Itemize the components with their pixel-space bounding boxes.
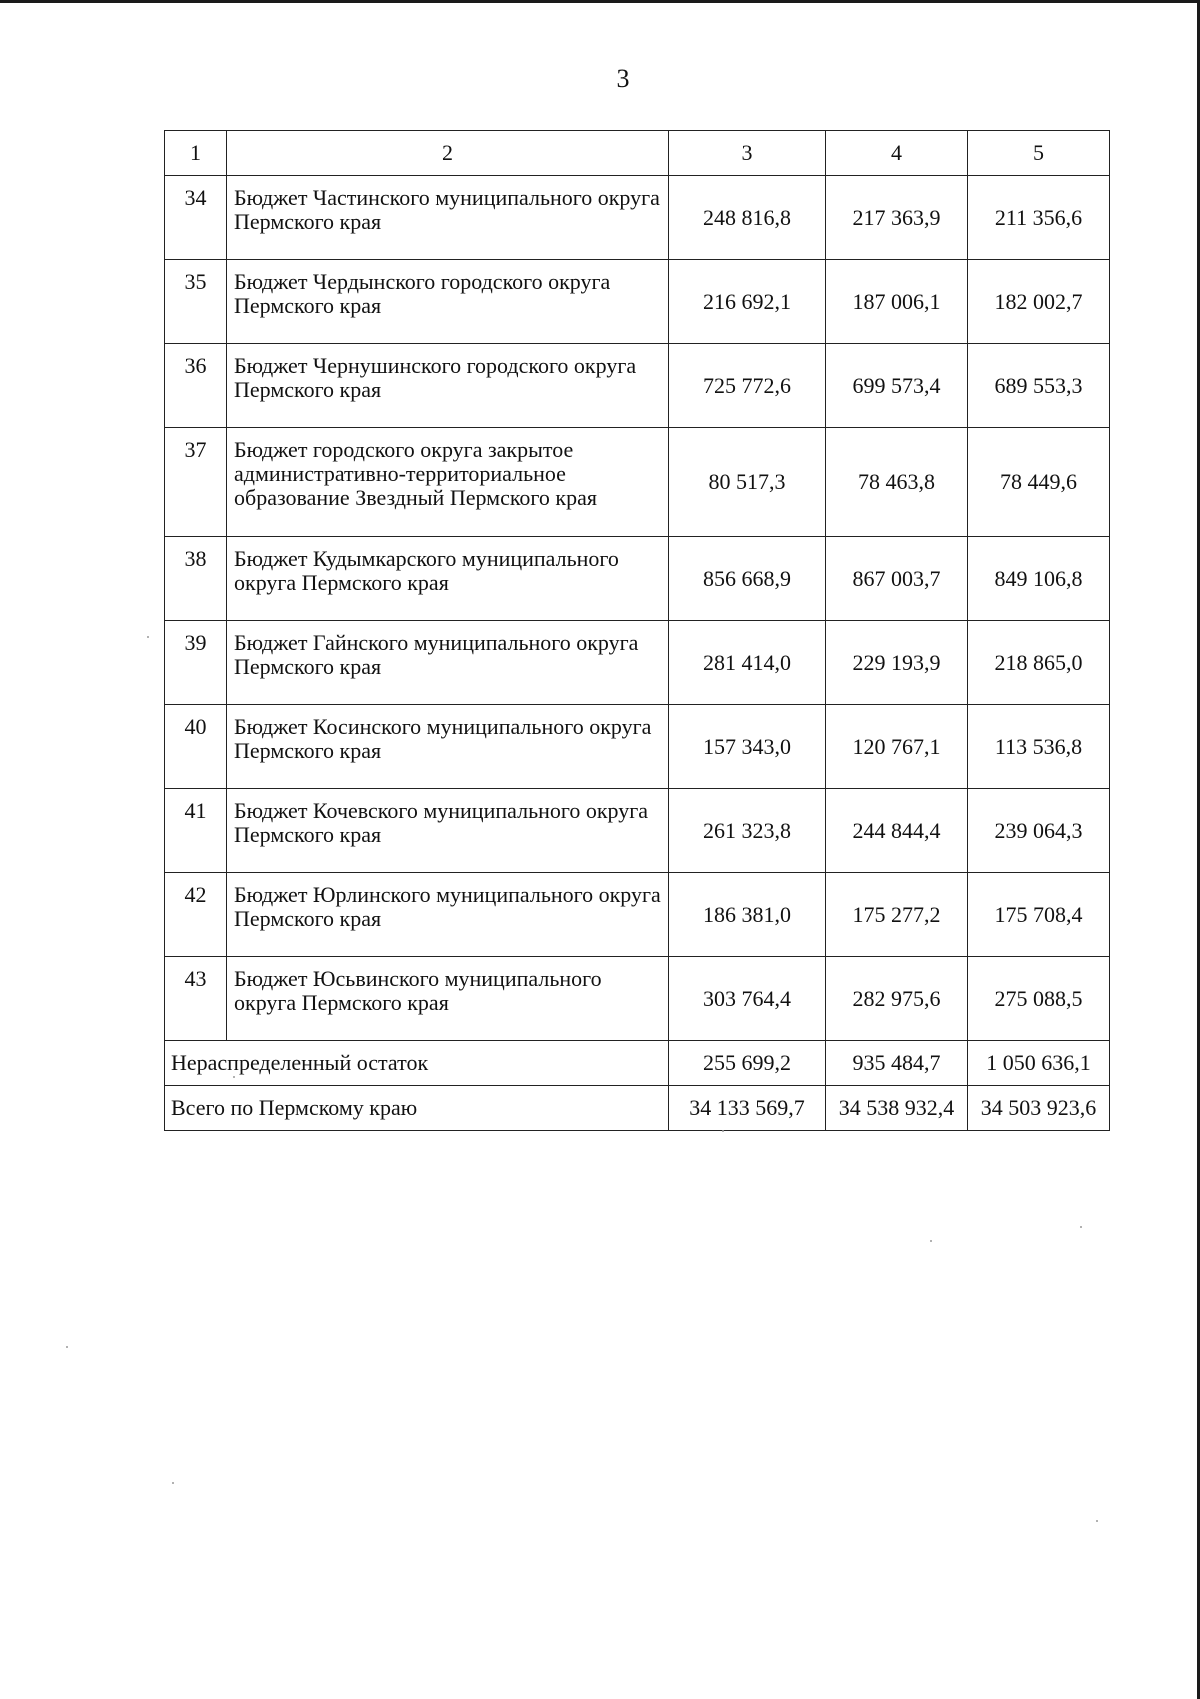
value-col3: 157 343,0 [669,705,826,789]
unallocated-row [165,1041,1110,1086]
row-number: 36 [165,344,227,428]
unallocated-col4: 935 484,7 [826,1041,968,1086]
budget-name: Бюджет Юсьвинского муниципального округа Пермского края [227,957,669,1041]
row-number: 39 [165,621,227,705]
value-col4: 120 767,1 [826,705,968,789]
value-col5: 182 002,7 [968,260,1110,344]
row-number: 35 [165,260,227,344]
value-col3: 261 323,8 [669,789,826,873]
table-row [165,705,1110,789]
value-col3: 281 414,0 [669,621,826,705]
row-number: 38 [165,537,227,621]
scan-speck [1080,1226,1082,1228]
budget-name: Бюджет Кудымкарского муниципального округа Пермского края [227,537,669,621]
value-col4: 867 003,7 [826,537,968,621]
header-cell: 3 [669,131,826,176]
total-label: Всего по Пермскому краю [165,1086,669,1131]
value-col5: 175 708,4 [968,873,1110,957]
value-col4: 187 006,1 [826,260,968,344]
scan-speck [172,1482,174,1484]
budget-name: Бюджет Косинского муниципального округа Пермского края [227,705,669,789]
value-col4: 217 363,9 [826,176,968,260]
value-col3: 248 816,8 [669,176,826,260]
header-cell: 2 [227,131,669,176]
budget-name: Бюджет Юрлинского муниципального округа Пермского края [227,873,669,957]
value-col4: 699 573,4 [826,344,968,428]
budget-name: Бюджет Частинского муниципального округа Пермского края [227,176,669,260]
total-col3: 34 133 569,7 [669,1086,826,1131]
page-number: 3 [616,64,630,93]
unallocated-label: Нераспределенный остаток [165,1041,669,1086]
budget-table [164,130,1110,1131]
value-col4: 282 975,6 [826,957,968,1041]
row-number: 37 [165,428,227,537]
scan-speck [930,1240,932,1242]
budget-name: Бюджет городского округа закрытое административно-территориальное образование Звездный Пермского края [227,428,669,537]
value-col5: 239 064,3 [968,789,1110,873]
row-number: 34 [165,176,227,260]
scan-border-top [0,0,1200,3]
table-row [165,260,1110,344]
unallocated-col5: 1 050 636,1 [968,1041,1110,1086]
table-row [165,176,1110,260]
value-col5: 849 106,8 [968,537,1110,621]
value-col3: 216 692,1 [669,260,826,344]
scan-speck [1096,1520,1098,1522]
table-row [165,428,1110,537]
row-number: 40 [165,705,227,789]
value-col3: 856 668,9 [669,537,826,621]
total-row [165,1086,1110,1131]
table-header-row [165,131,1110,176]
value-col3: 186 381,0 [669,873,826,957]
total-col5: 34 503 923,6 [968,1086,1110,1131]
row-number: 43 [165,957,227,1041]
scan-speck [722,1130,724,1132]
table-row [165,873,1110,957]
scan-speck [147,636,149,638]
header-cell: 4 [826,131,968,176]
header-cell: 1 [165,131,227,176]
value-col3: 725 772,6 [669,344,826,428]
total-col4: 34 538 932,4 [826,1086,968,1131]
table-row [165,537,1110,621]
budget-name: Бюджет Чернушинского городского округа Пермского края [227,344,669,428]
value-col4: 244 844,4 [826,789,968,873]
unallocated-col3: 255 699,2 [669,1041,826,1086]
value-col4: 175 277,2 [826,873,968,957]
scan-speck [233,1076,235,1078]
value-col5: 211 356,6 [968,176,1110,260]
budget-name: Бюджет Кочевского муниципального округа Пермского края [227,789,669,873]
budget-name: Бюджет Чердынского городского округа Пермского края [227,260,669,344]
table-row [165,957,1110,1041]
table-row [165,621,1110,705]
table-row [165,344,1110,428]
value-col5: 78 449,6 [968,428,1110,537]
value-col5: 689 553,3 [968,344,1110,428]
header-cell: 5 [968,131,1110,176]
value-col5: 275 088,5 [968,957,1110,1041]
value-col4: 78 463,8 [826,428,968,537]
value-col5: 113 536,8 [968,705,1110,789]
budget-name: Бюджет Гайнского муниципального округа Пермского края [227,621,669,705]
value-col5: 218 865,0 [968,621,1110,705]
value-col4: 229 193,9 [826,621,968,705]
row-number: 41 [165,789,227,873]
value-col3: 303 764,4 [669,957,826,1041]
table-row [165,789,1110,873]
value-col3: 80 517,3 [669,428,826,537]
scan-speck [66,1346,68,1348]
row-number: 42 [165,873,227,957]
